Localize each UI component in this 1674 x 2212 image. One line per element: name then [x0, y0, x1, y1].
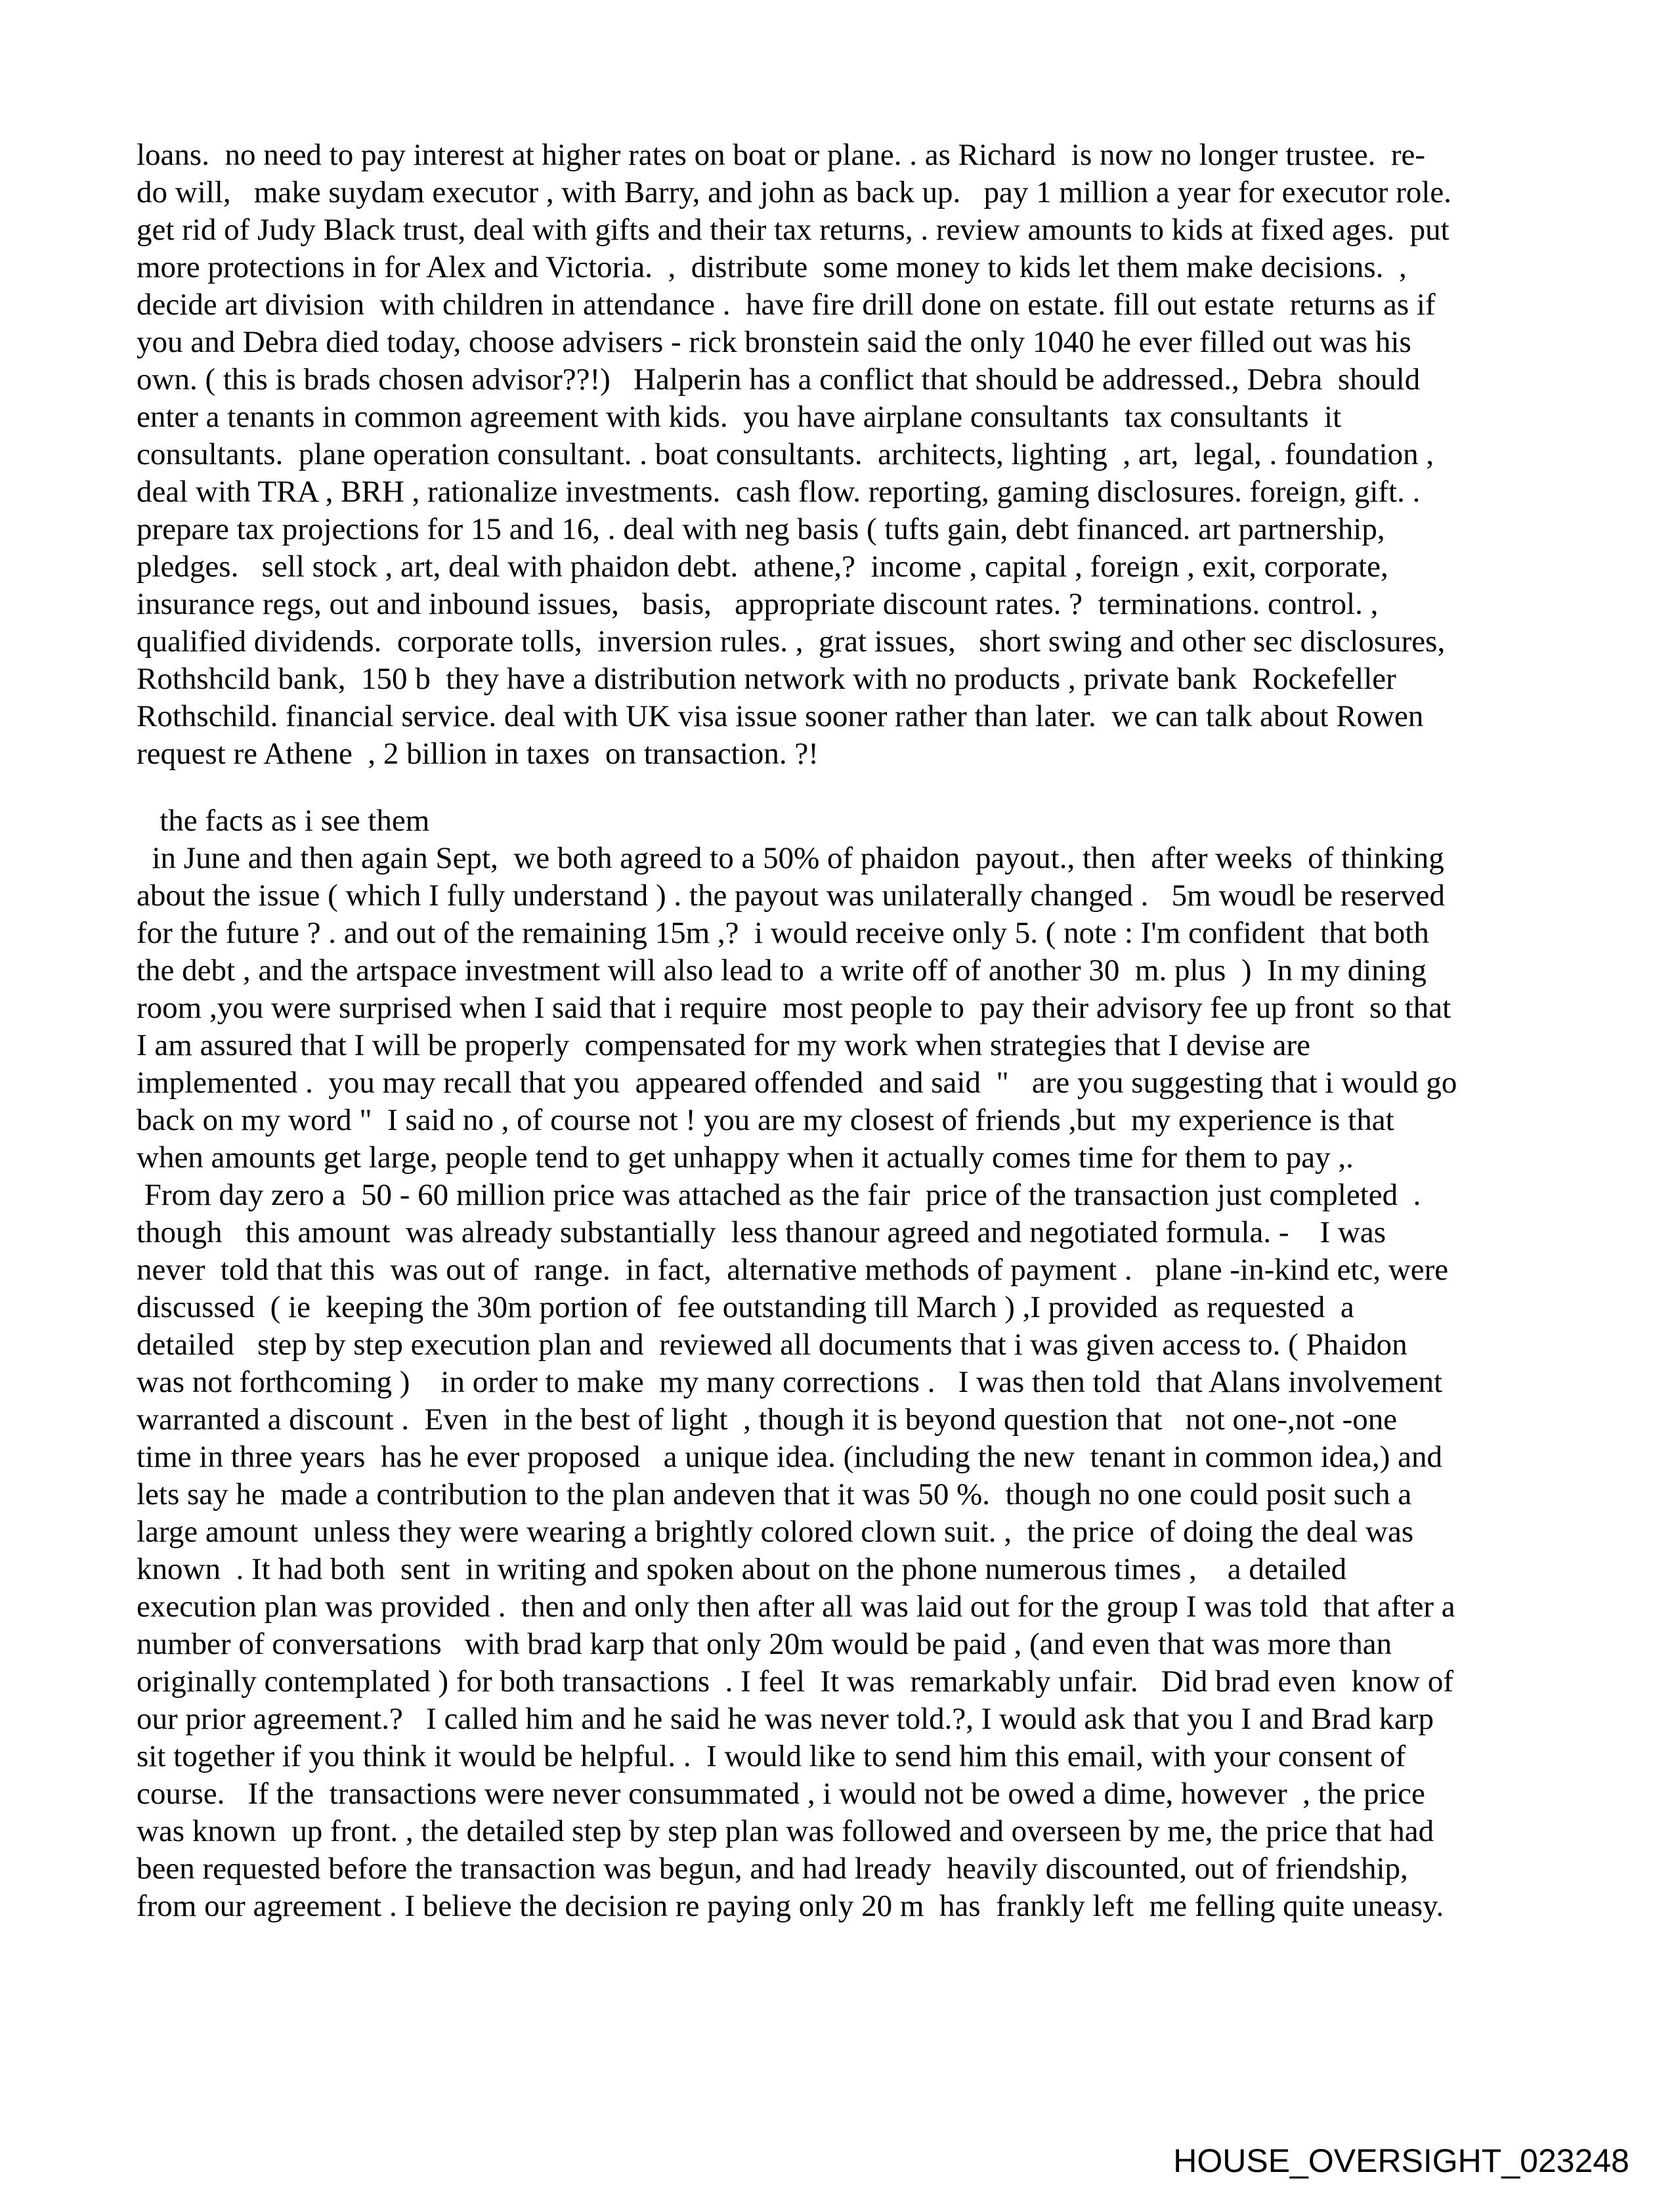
text-line: detailed step by step execution plan and reviewed all documents that i was given access to. ( Phaidon	[137, 1328, 1407, 1362]
text-line: execution plan was provided . then and only then after all was laid out for the group I was told that after a	[137, 1590, 1455, 1624]
text-line: room ,you were surprised when I said that i require most people to pay their advisory fee up front so that	[137, 991, 1451, 1025]
text-line: From day zero a 50 - 60 million price was attached as the fair price of the transaction just completed .	[137, 1178, 1421, 1212]
text-line: implemented . you may recall that you appeared offended and said " are you suggesting that i would go	[137, 1066, 1457, 1100]
text-line: for the future ? . and out of the remaining 15m ,? i would receive only 5. ( note : I'm confident that both	[137, 916, 1429, 950]
text-line: get rid of Judy Black trust, deal with gifts and their tax returns, . review amounts to kids at fixed ages. put	[137, 213, 1449, 247]
text-line: known . It had both sent in writing and spoken about on the phone numerous times , a detailed	[137, 1552, 1347, 1586]
text-line: prepare tax projections for 15 and 16, . deal with neg basis ( tufts gain, debt financed. art partnership,	[137, 512, 1385, 546]
text-line: insurance regs, out and inbound issues, basis, appropriate discount rates. ? terminations. control. ,	[137, 587, 1379, 621]
text-line: number of conversations with brad karp that only 20m would be paid , (and even that was more than	[137, 1627, 1392, 1661]
text-line: own. ( this is brads chosen advisor??!) Halperin has a conflict that should be addressed., Debra should	[137, 362, 1421, 397]
text-line: the debt , and the artspace investment will also lead to a write off of another 30 m. plus ) In my dining	[137, 953, 1427, 987]
text-line: about the issue ( which I fully understand ) . the payout was unilaterally changed . 5m woudl be reserved	[137, 878, 1446, 913]
text-line: was known up front. , the detailed step by step plan was followed and overseen by me, the price that had	[137, 1814, 1434, 1848]
text-line: pledges. sell stock , art, deal with phaidon debt. athene,? income , capital , foreign , exit, corporate,	[137, 550, 1388, 584]
text-line: when amounts get large, people tend to get unhappy when it actually comes time for them to pay ,.	[137, 1140, 1354, 1175]
text-line: you and Debra died today, choose advisers - rick bronstein said the only 1040 he ever filled out was his	[137, 325, 1411, 359]
text-line: time in three years has he ever proposed a unique idea. (including the new tenant in common idea,) and	[137, 1440, 1443, 1474]
text-line: originally contemplated ) for both transactions . I feel It was remarkably unfair. Did brad even know of	[137, 1664, 1454, 1699]
text-line: lets say he made a contribution to the plan andeven that it was 50 %. though no one could posit such a	[137, 1477, 1412, 1511]
text-line: though this amount was already substantially less thanour agreed and negotiated formula. - I was	[137, 1215, 1386, 1249]
text-line: Rothschild. financial service. deal with UK visa issue sooner rather than later. we can talk about Rowen	[137, 699, 1424, 733]
bates-number: HOUSE_OVERSIGHT_023248	[1173, 2142, 1629, 2179]
text-line: qualified dividends. corporate tolls, inversion rules. , grat issues, short swing and other sec disclosures,	[137, 624, 1446, 659]
text-line: more protections in for Alex and Victoria. , distribute some money to kids let them make decisions. ,	[137, 250, 1407, 284]
text-line: consultants. plane operation consultant. . boat consultants. architects, lighting , art, legal, . foundation ,	[137, 437, 1434, 471]
text-line: warranted a discount . Even in the best of light , though it is beyond question that not one-,not -one	[137, 1402, 1398, 1437]
text-line: enter a tenants in common agreement with kids. you have airplane consultants tax consultants it	[137, 400, 1342, 434]
text-line: I am assured that I will be properly compensated for my work when strategies that I devise are	[137, 1028, 1311, 1062]
text-line: Rothshcild bank, 150 b they have a distribution network with no products , private bank Rockefeller	[137, 662, 1396, 696]
text-line: back on my word " I said no , of course not ! you are my closest of friends ,but my experience is that	[137, 1103, 1394, 1137]
text-line: been requested before the transaction was begun, and had lready heavily discounted, out of friendship,	[137, 1852, 1408, 1886]
text-line: request re Athene , 2 billion in taxes on transaction. ?!	[137, 737, 819, 771]
text-line: decide art division with children in attendance . have fire drill done on estate. fill out estate returns as if	[137, 288, 1436, 322]
text-line: do will, make suydam executor , with Barry, and john as back up. pay 1 million a year for executor role.	[137, 175, 1452, 209]
text-line: in June and then again Sept, we both agreed to a 50% of phaidon payout., then after weeks of thinking	[137, 841, 1444, 875]
text-line: loans. no need to pay interest at higher rates on boat or plane. . as Richard is now no longer trustee. re-	[137, 138, 1425, 172]
text-line: large amount unless they were wearing a brightly colored clown suit. , the price of doing the deal was	[137, 1515, 1414, 1549]
text-line: was not forthcoming ) in order to make my many corrections . I was then told that Alans involvement	[137, 1365, 1443, 1399]
text-line: the facts as i see them	[137, 804, 430, 838]
text-line: deal with TRA , BRH , rationalize investments. cash flow. reporting, gaming disclosures. foreign, gift. .	[137, 475, 1421, 509]
notes-paragraph	[137, 137, 1451, 773]
facts-paragraph	[137, 802, 1457, 1925]
text-line: sit together if you think it would be helpful. . I would like to send him this email, with your consent of	[137, 1739, 1406, 1773]
text-line: from our agreement . I believe the decision re paying only 20 m has frankly left me felling quite uneasy.	[137, 1889, 1444, 1923]
text-line: our prior agreement.? I called him and he said he was never told.?, I would ask that you I and Brad karp	[137, 1702, 1434, 1736]
text-line: discussed ( ie keeping the 30m portion of fee outstanding till March ) ,I provided as requested a	[137, 1290, 1354, 1324]
text-line: never told that this was out of range. in fact, alternative methods of payment . plane -in-kind etc, were	[137, 1253, 1449, 1287]
text-line: course. If the transactions were never consummated , i would not be owed a dime, however , the price	[137, 1777, 1425, 1811]
